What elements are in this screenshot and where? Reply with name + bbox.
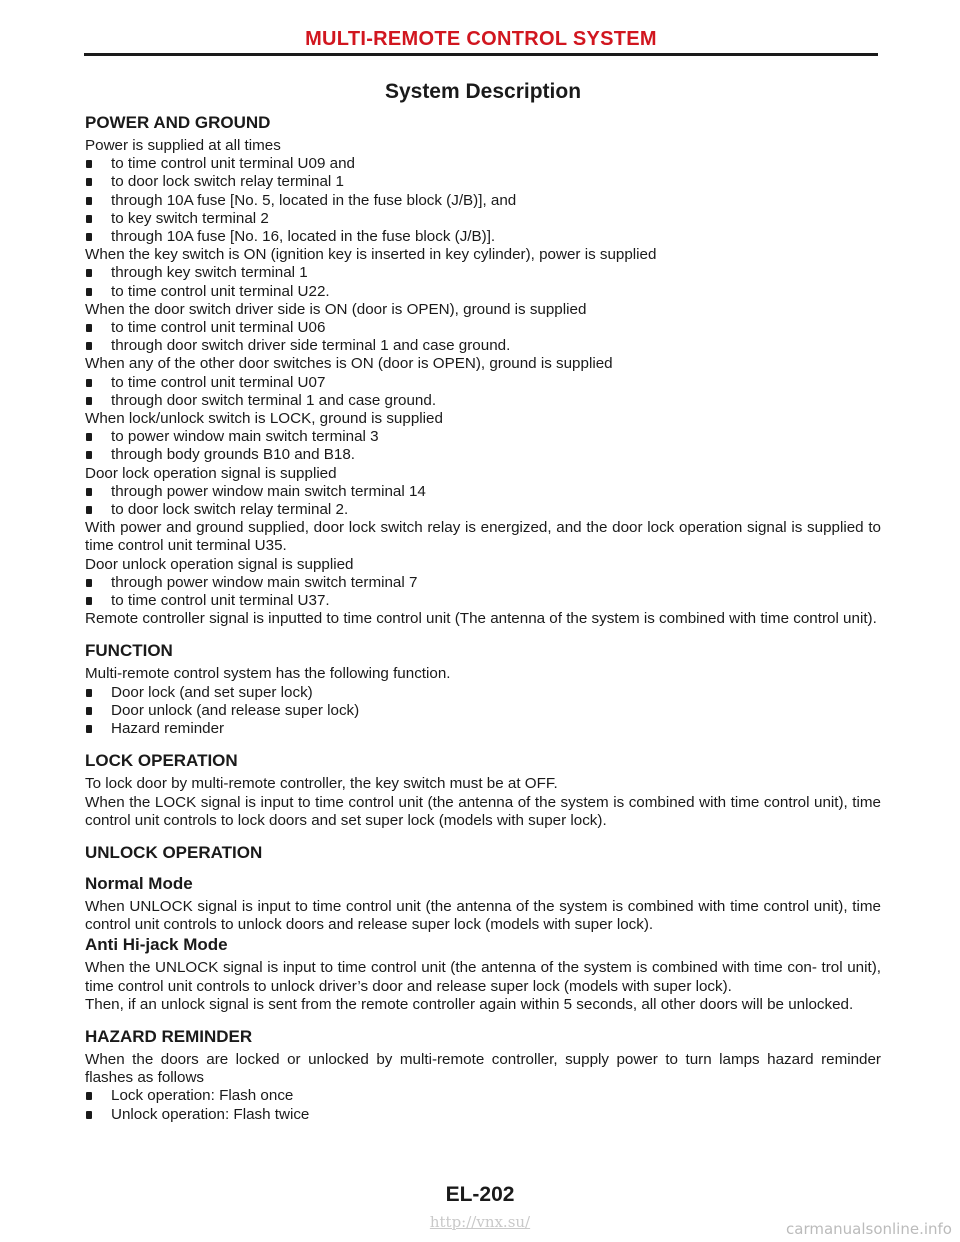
bullet-icon [86,506,92,514]
bullet-icon [86,288,92,296]
bullet-item: Unlock operation: Flash twice [85,1106,881,1124]
bullet-item: to time control unit terminal U06 [85,319,881,337]
bullet-icon [86,1092,92,1100]
text-line: Door unlock operation signal is supplied [85,555,354,573]
text-line: Door lock operation signal is supplied [85,464,337,482]
bullet-item: through power window main switch terminal 7 [85,574,881,592]
bullet-icon [86,379,92,387]
bullet-icon [86,1111,92,1119]
section-heading-hazard-reminder: HAZARD REMINDER [85,1026,253,1046]
text-paragraph: When the UNLOCK signal is input to time control unit (the antenna of the system is combined with time con- trol unit), time control unit controls to unlock driver’s door and release super lock (models with super lock). [85,959,881,995]
bullet-item: through power window main switch terminal 14 [85,483,881,501]
bullet-icon [86,725,92,733]
watermark: carmanualsonline.info [786,1220,952,1238]
bullet-icon [86,451,92,459]
bullet-icon [86,178,92,186]
page-header [84,26,878,56]
header-title: MULTI-REMOTE CONTROL SYSTEM [305,28,657,50]
bullet-icon [86,397,92,405]
sub-heading-normal-mode: Normal Mode [85,873,193,893]
bullet-item: Door unlock (and release super lock) [85,702,881,720]
bullet-item: through door switch driver side terminal 1 and case ground. [85,337,881,355]
text-line: To lock door by multi-remote controller, the key switch must be at OFF. [85,775,558,793]
text-paragraph: When the doors are locked or unlocked by multi-remote controller, supply power to turn lamps hazard reminder flashes as follows [85,1050,881,1087]
section-heading-function: FUNCTION [85,641,173,661]
bullet-item: Lock operation: Flash once [85,1087,881,1105]
text-paragraph: Remote controller signal is inputted to time control unit (The antenna of the system is combined with time control unit). [85,610,877,628]
bullet-icon [86,269,92,277]
bullet-icon [86,215,92,223]
text-line: Multi-remote control system has the following function. [85,665,451,683]
text-paragraph: When UNLOCK signal is input to time control unit (the antenna of the system is combined with time control unit), time control unit controls to unlock doors and release super lock (models with super lock). [85,897,881,934]
bullet-item: Door lock (and set super lock) [85,684,881,702]
text-line: When the door switch driver side is ON (door is OPEN), ground is supplied [85,300,587,318]
bullet-icon [86,324,92,332]
text-paragraph: With power and ground supplied, door lock switch relay is energized, and the door lock operation signal is supplied to time control unit terminal U35. [85,519,881,555]
bullet-item: to time control unit terminal U37. [85,592,881,610]
sub-heading-anti-hijack-mode: Anti Hi-jack Mode [85,935,228,955]
bullet-icon [86,197,92,205]
bullet-item: through body grounds B10 and B18. [85,446,881,464]
bullet-icon [86,160,92,168]
text-line: When lock/unlock switch is LOCK, ground is supplied [85,410,443,428]
section-heading-power-ground: POWER AND GROUND [85,113,271,132]
footer-link[interactable]: http://vnx.su/ [429,1213,531,1231]
bullet-item: to door lock switch relay terminal 2. [85,501,881,519]
bullet-icon [86,689,92,697]
bullet-icon [86,342,92,350]
bullet-icon [86,597,92,605]
page-title: System Description [384,80,582,103]
bullet-item: to time control unit terminal U09 and [85,155,881,173]
page-number: EL-202 [445,1183,515,1206]
document-body [85,78,881,1124]
bullet-item: through key switch terminal 1 [85,264,881,282]
bullet-icon [86,233,92,241]
text-paragraph: When the LOCK signal is input to time control unit (the antenna of the system is combined with time control unit), time control unit controls to lock doors and set super lock (models with super lock). [85,793,881,829]
section-heading-unlock-operation: UNLOCK OPERATION [85,842,263,862]
text-line: When the key switch is ON (ignition key is inserted in key cylinder), power is supplied [85,246,657,264]
bullet-item: to door lock switch relay terminal 1 [85,173,881,191]
bullet-icon [86,579,92,587]
bullet-item: to power window main switch terminal 3 [85,428,881,446]
bullet-item: Hazard reminder [85,720,881,738]
bullet-icon [86,488,92,496]
text-line: Power is supplied at all times [85,137,281,154]
bullet-item: to time control unit terminal U07 [85,374,881,392]
bullet-item: to time control unit terminal U22. [85,283,881,301]
bullet-icon [86,433,92,441]
bullet-item: to key switch terminal 2 [85,210,881,228]
section-heading-lock-operation: LOCK OPERATION [85,751,238,771]
bullet-icon [86,707,92,715]
text-line: When any of the other door switches is ON (door is OPEN), ground is supplied [85,355,613,373]
bullet-item: through door switch terminal 1 and case ground. [85,392,881,410]
bullet-item: through 10A fuse [No. 5, located in the fuse block (J/B)], and [85,192,881,210]
bullet-item: through 10A fuse [No. 16, located in the fuse block (J/B)]. [85,228,881,246]
text-paragraph: Then, if an unlock signal is sent from the remote controller again within 5 seconds, all other doors will be unlocked. [85,995,854,1013]
header-rule [84,53,878,56]
